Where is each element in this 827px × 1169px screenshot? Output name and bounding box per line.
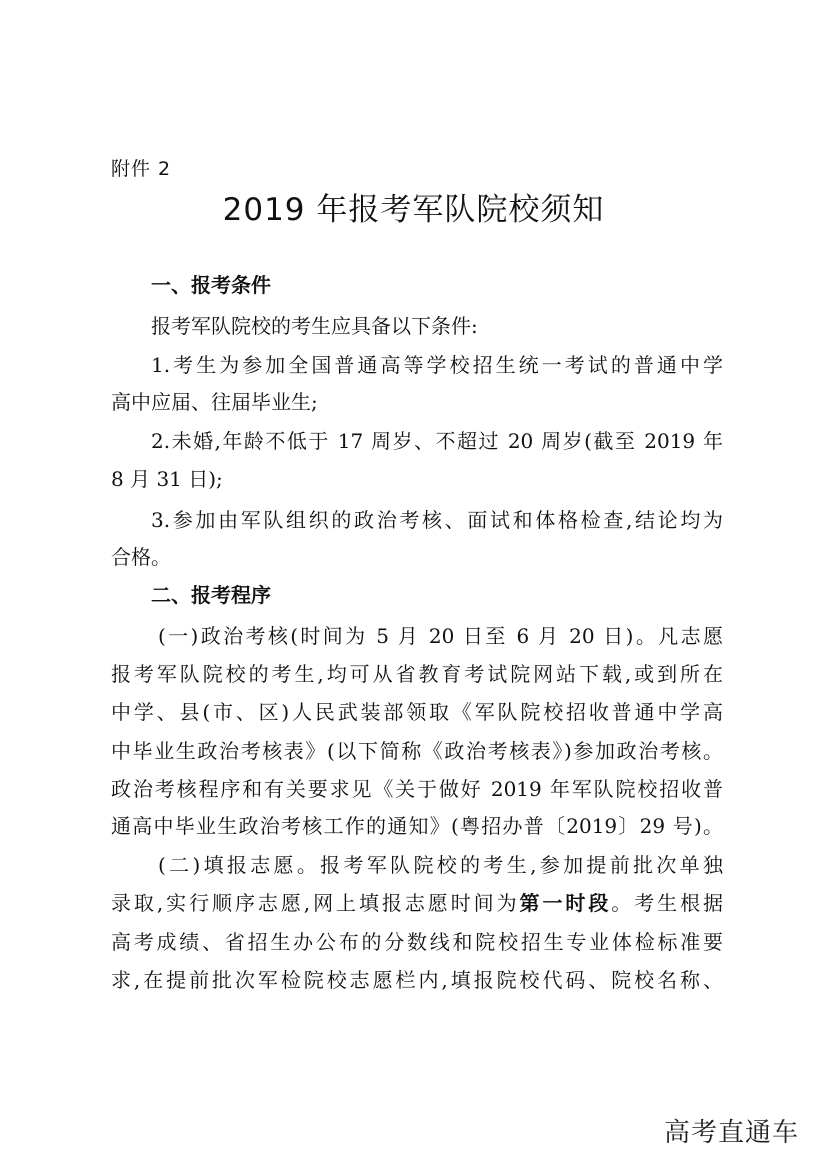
paragraph-line: 合格。 bbox=[111, 545, 171, 569]
paragraph-line: 高中应届、往届毕业生; bbox=[111, 390, 318, 414]
emphasis-first-period: 第一时段 bbox=[519, 891, 612, 915]
paragraph-text: 录取,实行顺序志愿,网上填报志愿时间为 bbox=[111, 891, 520, 915]
section-heading-procedure: 二、报考程序 bbox=[151, 583, 271, 607]
paragraph-line: 报考军队院校的考生,均可从省教育考试院网站下载,或到所在 bbox=[111, 662, 723, 686]
paragraph-line: 8 月 31 日); bbox=[111, 467, 223, 491]
attachment-label: 附件 2 bbox=[111, 158, 172, 180]
paragraph-line: 求,在提前批次军检院校志愿栏内,填报院校代码、院校名称、 bbox=[111, 968, 723, 992]
paragraph-line: 1.考生为参加全国普通高等学校招生统一考试的普通中学 bbox=[151, 353, 723, 377]
paragraph-line: 政治考核程序和有关要求见《关于做好 2019 年军队院校招收普 bbox=[111, 777, 723, 801]
paragraph-line-with-emphasis bbox=[111, 888, 723, 918]
section-heading-requirements: 一、报考条件 bbox=[151, 273, 271, 297]
paragraph-line: 2.未婚,年龄不低于 17 周岁、不超过 20 周岁(截至 2019 年 bbox=[151, 429, 723, 453]
paragraph-text: 。考生根据 bbox=[611, 891, 723, 915]
watermark: 高考直通车 bbox=[663, 1118, 799, 1148]
paragraph-line: 中学、县(市、区)人民武装部领取《军队院校招收普通中学高 bbox=[111, 700, 723, 724]
paragraph-line: 报考军队院校的考生应具备以下条件: bbox=[151, 314, 478, 338]
paragraph-line: 中毕业生政治考核表》(以下简称《政治考核表》)参加政治考核。 bbox=[111, 739, 723, 763]
paragraph-line: (一)政治考核(时间为 5 月 20 日至 6 月 20 日)。凡志愿 bbox=[158, 624, 723, 648]
paragraph-line: (二)填报志愿。报考军队院校的考生,参加提前批次单独 bbox=[158, 853, 723, 877]
paragraph-line: 通高中毕业生政治考核工作的通知》(粤招办普〔2019〕29 号)。 bbox=[111, 814, 723, 838]
paragraph-line: 3.参加由军队组织的政治考核、面试和体格检查,结论均为 bbox=[151, 508, 723, 532]
document-title: 2019 年报考军队院校须知 bbox=[222, 192, 605, 228]
paragraph-line: 高考成绩、省招生办公布的分数线和院校招生专业体检标准要 bbox=[111, 930, 723, 954]
